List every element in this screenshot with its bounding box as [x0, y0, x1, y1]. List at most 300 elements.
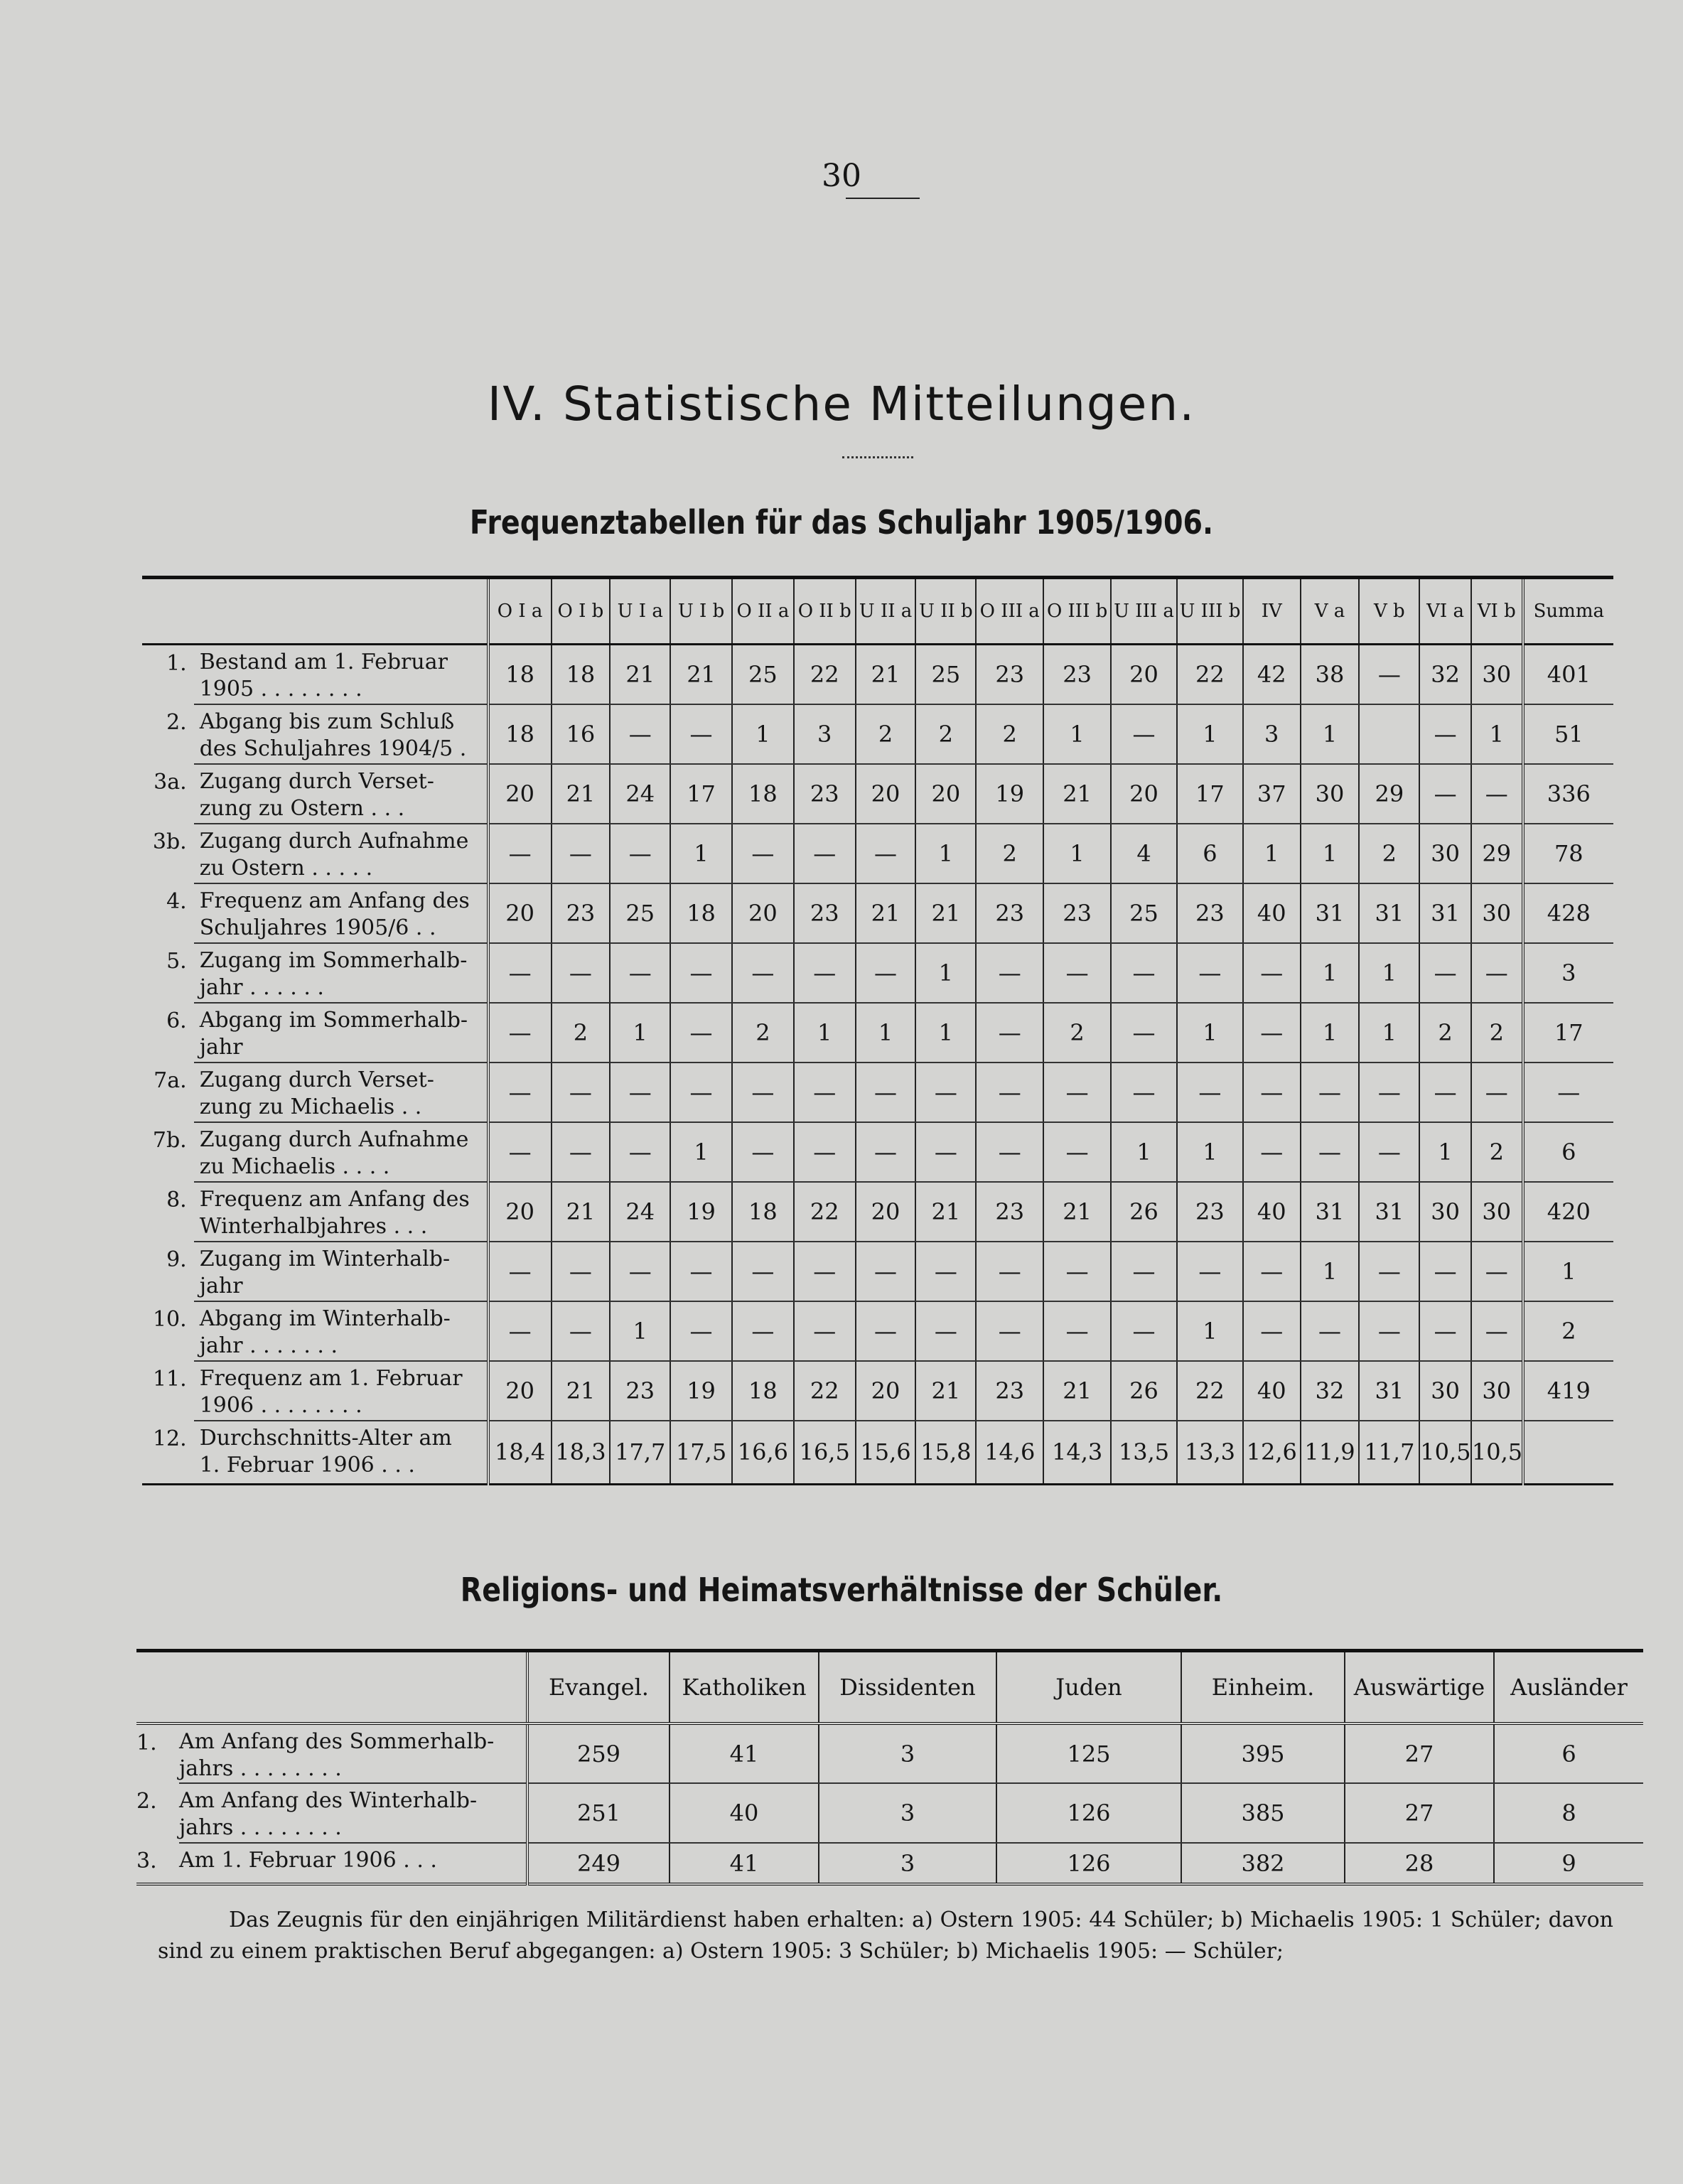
cell-value: —	[488, 1063, 552, 1122]
cell-value: 29	[1359, 764, 1419, 824]
cell-value: 21	[552, 1182, 611, 1242]
col-header: VI a	[1419, 578, 1471, 645]
cell-value: 22	[794, 1182, 856, 1242]
col-header: VI b	[1471, 578, 1523, 645]
cell-value: —	[1111, 1242, 1177, 1301]
frequency-row	[142, 1421, 1613, 1485]
cell-value: 1	[670, 824, 732, 883]
cell-value: 16,5	[794, 1421, 856, 1485]
cell-value: 1	[1043, 824, 1111, 883]
cell-value: —	[488, 1122, 552, 1182]
cell-value: —	[1419, 943, 1471, 1003]
cell-value: 1	[1177, 1003, 1243, 1063]
cell-value: —	[488, 943, 552, 1003]
cell-value: —	[1111, 1063, 1177, 1122]
cell-value: —	[1359, 1122, 1419, 1182]
cell-value: —	[1243, 943, 1301, 1003]
cell-value: 22	[794, 1361, 856, 1421]
cell-value: 21	[856, 645, 916, 704]
cell-value: —	[610, 1242, 670, 1301]
cell-value: —	[1111, 1003, 1177, 1063]
col-header: V b	[1359, 578, 1419, 645]
row-label-line-1: Bestand am 1. Februar	[199, 650, 448, 674]
cell-value: —	[1359, 1301, 1419, 1361]
cell-value: —	[552, 1301, 611, 1361]
cell-value: —	[1301, 1063, 1360, 1122]
cell-value: 10,5	[1419, 1421, 1471, 1485]
cell-value: —	[732, 1242, 794, 1301]
row-label	[194, 1122, 488, 1182]
cell-value: —	[1301, 1122, 1360, 1182]
cell-value: 23	[552, 883, 611, 943]
cell-value: 23	[1177, 1182, 1243, 1242]
cell-value: 23	[1177, 883, 1243, 943]
row-sum: 51	[1523, 704, 1613, 764]
cell-value: —	[488, 1301, 552, 1361]
cell-value: 41	[670, 1723, 819, 1783]
row-label	[194, 1242, 488, 1301]
row-number: 6.	[166, 1008, 187, 1033]
frequency-row	[142, 883, 1613, 943]
cell-value: 30	[1419, 1182, 1471, 1242]
col-header: O II a	[732, 578, 794, 645]
cell-value: 18	[488, 645, 552, 704]
cell-value: —	[670, 943, 732, 1003]
frequency-row	[142, 1242, 1613, 1301]
row-label	[194, 1421, 488, 1485]
cell-value: 23	[976, 1361, 1043, 1421]
cell-value: 38	[1301, 645, 1360, 704]
cell-value: 13,5	[1111, 1421, 1177, 1485]
row-label-line-1: Abgang im Sommerhalb-	[199, 1007, 468, 1033]
cell-value: —	[610, 704, 670, 764]
row-sum: 401	[1523, 645, 1613, 704]
row-sum: 78	[1523, 824, 1613, 883]
cell-value: —	[552, 943, 611, 1003]
cell-value: —	[552, 1242, 611, 1301]
row-sum: 1	[1523, 1242, 1613, 1301]
col-header: O I a	[488, 578, 552, 645]
cell-value: 2	[1471, 1003, 1523, 1063]
col-header: U I b	[670, 578, 732, 645]
cell-value: —	[1471, 943, 1523, 1003]
cell-value: 11,7	[1359, 1421, 1419, 1485]
cell-value: —	[915, 1301, 976, 1361]
cell-value: 23	[794, 764, 856, 824]
row-number: 10.	[152, 1306, 187, 1332]
row-label-line-1: Abgang im Winterhalb-	[199, 1306, 451, 1331]
cell-value: 1	[915, 1003, 976, 1063]
cell-value: —	[732, 1122, 794, 1182]
row-label-line-2: zung zu Ostern . . .	[199, 795, 405, 821]
cell-value: 27	[1345, 1783, 1494, 1843]
cell-value: —	[1177, 943, 1243, 1003]
cell-value: 19	[976, 764, 1043, 824]
cell-value: —	[1471, 1063, 1523, 1122]
row-label	[194, 1361, 488, 1421]
cell-value: 1	[1301, 1242, 1360, 1301]
row-sum: 428	[1523, 883, 1613, 943]
cell-value: 40	[670, 1783, 819, 1843]
cell-value: 4	[1111, 824, 1177, 883]
cell-value: —	[610, 943, 670, 1003]
cell-value: —	[856, 1122, 916, 1182]
cell-value: 1	[1111, 1122, 1177, 1182]
col-header: Dissidenten	[819, 1651, 996, 1724]
cell-value: —	[794, 1063, 856, 1122]
cell-value: 14,3	[1043, 1421, 1111, 1485]
cell-value: 18	[732, 764, 794, 824]
row-number: 1.	[166, 651, 187, 676]
cell-value: 382	[1181, 1843, 1345, 1884]
cell-value: 16	[552, 704, 611, 764]
row-label-line-2: Schuljahres 1905/6 . .	[199, 915, 436, 940]
sum-header: Summa	[1523, 578, 1613, 645]
cell-value: —	[794, 1122, 856, 1182]
cell-value: —	[1043, 1063, 1111, 1122]
cell-value: 21	[552, 764, 611, 824]
cell-value: 1	[1301, 704, 1360, 764]
cell-value: 18	[552, 645, 611, 704]
cell-value: 21	[1043, 764, 1111, 824]
row-label-line-1: Am Anfang des Winterhalb-	[179, 1788, 478, 1813]
row-label	[194, 1301, 488, 1361]
cell-value: —	[856, 943, 916, 1003]
cell-value: —	[794, 1301, 856, 1361]
col-header: U III a	[1111, 578, 1177, 645]
cell-value: —	[794, 824, 856, 883]
cell-value: 1	[1301, 824, 1360, 883]
cell-value: 18,4	[488, 1421, 552, 1485]
cell-value: 1	[915, 943, 976, 1003]
row-label-line-2: zu Ostern . . . . .	[199, 855, 373, 881]
row-label	[194, 1063, 488, 1122]
row-label-line-2: des Schuljahres 1904/5 .	[199, 736, 467, 761]
cell-value: 20	[1111, 645, 1177, 704]
cell-value: 31	[1359, 1361, 1419, 1421]
cell-value: 21	[915, 1182, 976, 1242]
frequency-row	[142, 1301, 1613, 1361]
cell-value: 25	[732, 645, 794, 704]
cell-value: 30	[1471, 1361, 1523, 1421]
row-label-line-1: Frequenz am Anfang des	[199, 888, 470, 913]
cell-value: 2	[976, 704, 1043, 764]
row-label-line-2: jahrs . . . . . . . .	[179, 1756, 342, 1781]
cell-value: 1	[732, 704, 794, 764]
frequency-table	[142, 576, 1613, 1485]
row-sum: 17	[1523, 1003, 1613, 1063]
row-sum: —	[1523, 1063, 1613, 1122]
row-label	[179, 1783, 527, 1843]
cell-value: —	[1419, 1063, 1471, 1122]
cell-value: 20	[488, 883, 552, 943]
cell-value: 18,3	[552, 1421, 611, 1485]
cell-value: 3	[819, 1723, 996, 1783]
cell-value: 20	[732, 883, 794, 943]
cell-value: —	[1177, 1242, 1243, 1301]
row-number: 4.	[166, 888, 187, 914]
cell-value: —	[1243, 1003, 1301, 1063]
cell-value: 1	[1359, 943, 1419, 1003]
row-number: 3a.	[154, 769, 187, 795]
row-label-line-2: Winterhalbjahres . . .	[199, 1213, 428, 1239]
cell-value: 6	[1494, 1723, 1643, 1783]
cell-value: 16,6	[732, 1421, 794, 1485]
cell-value: 11,9	[1301, 1421, 1360, 1485]
row-number: 2.	[136, 1789, 157, 1814]
cell-value: 1	[1359, 1003, 1419, 1063]
row-number: 7a.	[154, 1067, 187, 1093]
col-header: Juden	[996, 1651, 1181, 1724]
cell-value: —	[976, 1242, 1043, 1301]
cell-value: 21	[552, 1361, 611, 1421]
cell-value: —	[1177, 1063, 1243, 1122]
cell-value: —	[856, 1063, 916, 1122]
cell-value: 40	[1243, 883, 1301, 943]
row-number: 8.	[166, 1187, 187, 1212]
frequency-row	[142, 764, 1613, 824]
cell-value: 18	[488, 704, 552, 764]
cell-value: 42	[1243, 645, 1301, 704]
cell-value: —	[488, 1242, 552, 1301]
cell-value: —	[670, 704, 732, 764]
religion-table-header	[136, 1651, 1643, 1724]
footnote-line-2: 1 Schüler; davon sind zu einem praktischen Beruf abgegangen: a) Ostern 1905: 3 Schüler; b) Michaelis 1905: — Schüler;	[158, 1908, 1613, 1964]
row-label	[194, 883, 488, 943]
cell-value: 18	[732, 1182, 794, 1242]
cell-value: 17	[670, 764, 732, 824]
cell-value: 30	[1301, 764, 1360, 824]
row-number: 3b.	[152, 829, 187, 854]
footnote	[158, 1905, 1613, 1967]
row-sum: 2	[1523, 1301, 1613, 1361]
row-number: 1.	[136, 1731, 157, 1755]
cell-value: 2	[1043, 1003, 1111, 1063]
cell-value: 1	[1177, 704, 1243, 764]
cell-value: 249	[527, 1843, 670, 1884]
col-header: O III a	[976, 578, 1043, 645]
row-label-line-2: jahr	[199, 1273, 243, 1298]
cell-value: 2	[732, 1003, 794, 1063]
row-sum: 419	[1523, 1361, 1613, 1421]
cell-value: 3	[819, 1843, 996, 1884]
cell-value: —	[1359, 1242, 1419, 1301]
cell-value: 6	[1177, 824, 1243, 883]
row-label-line-2: jahr	[199, 1034, 243, 1060]
cell-value: 15,6	[856, 1421, 916, 1485]
col-header: O II b	[794, 578, 856, 645]
col-header: O III b	[1043, 578, 1111, 645]
cell-value: 395	[1181, 1723, 1345, 1783]
cell-value: 25	[915, 645, 976, 704]
row-label-line-1: Durchschnitts-Alter am	[199, 1425, 452, 1451]
page-number-rule	[846, 198, 920, 199]
cell-value	[1359, 704, 1419, 764]
cell-value: 1	[794, 1003, 856, 1063]
cell-value: 1	[610, 1301, 670, 1361]
cell-value: 259	[527, 1723, 670, 1783]
row-number: 11.	[152, 1366, 187, 1392]
cell-value: —	[610, 1063, 670, 1122]
cell-value: 22	[1177, 1361, 1243, 1421]
cell-value: —	[1419, 704, 1471, 764]
cell-value: —	[1471, 1242, 1523, 1301]
frequency-table-title: Frequenztabellen für das Schuljahr 1905/1906.	[469, 503, 1214, 542]
cell-value: 1	[1177, 1122, 1243, 1182]
frequency-row	[142, 1063, 1613, 1122]
row-label-line-1: Zugang im Winterhalb-	[199, 1246, 451, 1271]
frequency-row	[142, 1122, 1613, 1182]
cell-value: —	[610, 824, 670, 883]
cell-value: 21	[915, 1361, 976, 1421]
row-label	[194, 645, 488, 704]
row-label-line-2: jahr . . . . . .	[199, 974, 324, 1000]
cell-value: —	[1043, 1122, 1111, 1182]
cell-value: 126	[996, 1843, 1181, 1884]
cell-value: 251	[527, 1783, 670, 1843]
cell-value: 14,6	[976, 1421, 1043, 1485]
cell-value: 23	[976, 1182, 1043, 1242]
cell-value: 20	[915, 764, 976, 824]
cell-value: 26	[1111, 1361, 1177, 1421]
cell-value: —	[610, 1122, 670, 1182]
col-header: IV	[1243, 578, 1301, 645]
cell-value: 23	[976, 883, 1043, 943]
frequency-row	[142, 1003, 1613, 1063]
cell-value: —	[1243, 1122, 1301, 1182]
row-label-line-1: Zugang im Sommerhalb-	[199, 947, 468, 973]
cell-value: —	[1419, 1242, 1471, 1301]
cell-value: 2	[976, 824, 1043, 883]
cell-value: —	[670, 1003, 732, 1063]
cell-value: 9	[1494, 1843, 1643, 1884]
cell-value: 24	[610, 764, 670, 824]
row-label-line-2: jahr . . . . . . .	[199, 1333, 338, 1358]
cell-value: 32	[1419, 645, 1471, 704]
cell-value: —	[1043, 1242, 1111, 1301]
cell-value: 30	[1419, 1361, 1471, 1421]
row-number: 9.	[166, 1247, 187, 1272]
cell-value: —	[915, 1063, 976, 1122]
cell-value: —	[552, 1063, 611, 1122]
cell-value: 21	[610, 645, 670, 704]
col-header: Einheim.	[1181, 1651, 1345, 1724]
cell-value: —	[856, 824, 916, 883]
cell-value: 32	[1301, 1361, 1360, 1421]
cell-value: —	[732, 1063, 794, 1122]
cell-value: 1	[1301, 1003, 1360, 1063]
col-header: U II a	[856, 578, 916, 645]
cell-value: 30	[1471, 883, 1523, 943]
cell-value: 23	[794, 883, 856, 943]
row-label-line-1: Frequenz am Anfang des	[199, 1186, 470, 1212]
cell-value: 40	[1243, 1182, 1301, 1242]
cell-value: 28	[1345, 1843, 1494, 1884]
row-label-line-2: 1906 . . . . . . . .	[199, 1392, 362, 1418]
row-label	[194, 943, 488, 1003]
col-header: Evangel.	[527, 1651, 670, 1724]
cell-value: 29	[1471, 824, 1523, 883]
row-sum: 3	[1523, 943, 1613, 1003]
row-number: 7b.	[152, 1127, 187, 1153]
cell-value: 37	[1243, 764, 1301, 824]
cell-value: 20	[488, 1361, 552, 1421]
cell-value: 1	[1243, 824, 1301, 883]
cell-value: 1	[856, 1003, 916, 1063]
cell-value: 2	[915, 704, 976, 764]
cell-value: 21	[915, 883, 976, 943]
cell-value: 30	[1471, 1182, 1523, 1242]
cell-value: —	[1111, 704, 1177, 764]
cell-value: 21	[1043, 1361, 1111, 1421]
cell-value: 31	[1359, 883, 1419, 943]
cell-value: 1	[1471, 704, 1523, 764]
cell-value: 25	[610, 883, 670, 943]
cell-value: —	[1301, 1301, 1360, 1361]
row-label-line-2: 1. Februar 1906 . . .	[199, 1452, 415, 1478]
cell-value: —	[856, 1242, 916, 1301]
row-label-line-1: Frequenz am 1. Februar	[199, 1365, 463, 1391]
cell-value: —	[1111, 1301, 1177, 1361]
cell-value: —	[670, 1301, 732, 1361]
cell-value: —	[1359, 645, 1419, 704]
row-label-line-2: zung zu Michaelis . .	[199, 1094, 422, 1119]
cell-value: 23	[976, 645, 1043, 704]
cell-value: 12,6	[1243, 1421, 1301, 1485]
cell-value: 1	[1301, 943, 1360, 1003]
religion-row	[136, 1843, 1643, 1884]
cell-value: 2	[1471, 1122, 1523, 1182]
row-label	[179, 1723, 527, 1783]
row-label	[194, 1003, 488, 1063]
col-header: O I b	[552, 578, 611, 645]
row-sum: 6	[1523, 1122, 1613, 1182]
cell-value: —	[670, 1063, 732, 1122]
frequency-row	[142, 704, 1613, 764]
row-number: 3.	[136, 1849, 157, 1873]
row-label	[194, 1182, 488, 1242]
row-label	[194, 764, 488, 824]
cell-value: —	[976, 1301, 1043, 1361]
cell-value: —	[1111, 943, 1177, 1003]
header-blank	[136, 1651, 527, 1724]
cell-value: 23	[1043, 883, 1111, 943]
col-header: Auswärtige	[1345, 1651, 1494, 1724]
cell-value: —	[1243, 1301, 1301, 1361]
cell-value: —	[732, 1301, 794, 1361]
cell-value: 23	[610, 1361, 670, 1421]
cell-value: 2	[1359, 824, 1419, 883]
row-sum: 420	[1523, 1182, 1613, 1242]
religion-row	[136, 1783, 1643, 1843]
row-number: 12.	[152, 1426, 187, 1451]
cell-value: 1	[1177, 1301, 1243, 1361]
cell-value: 19	[670, 1361, 732, 1421]
cell-value: 40	[1243, 1361, 1301, 1421]
frequency-table-header	[142, 578, 1613, 645]
row-number: 5.	[166, 948, 187, 974]
cell-value: 20	[488, 1182, 552, 1242]
col-header: Katholiken	[670, 1651, 819, 1724]
section-title: IV. Statistische Mitteilungen.	[487, 377, 1196, 431]
cell-value: 24	[610, 1182, 670, 1242]
cell-value: 17,7	[610, 1421, 670, 1485]
cell-value: —	[1043, 1301, 1111, 1361]
cell-value: 23	[1043, 645, 1111, 704]
cell-value: 31	[1359, 1182, 1419, 1242]
cell-value: 21	[670, 645, 732, 704]
col-header: U III b	[1177, 578, 1243, 645]
